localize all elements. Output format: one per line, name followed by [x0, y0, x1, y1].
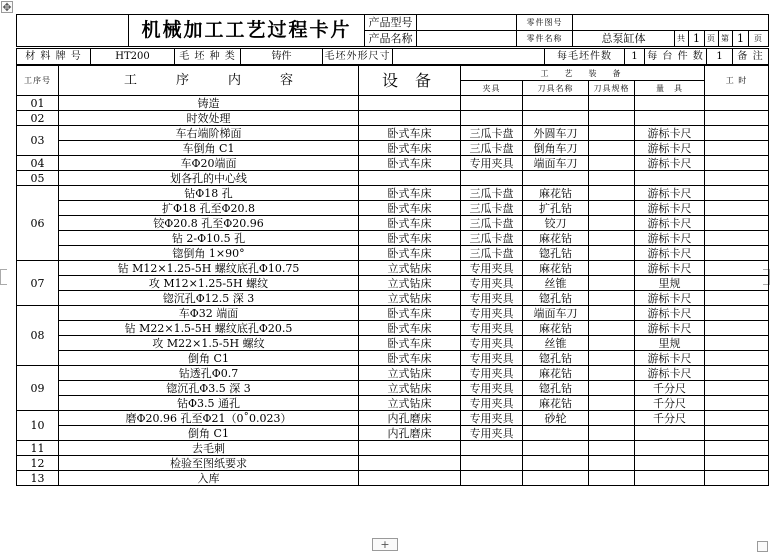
- table-row: [17, 141, 769, 156]
- tool-spec-cell[interactable]: [589, 366, 635, 381]
- table-row: [17, 381, 769, 396]
- page-unit2-label: 页: [749, 31, 769, 47]
- tool-spec-cell[interactable]: [589, 261, 635, 276]
- col-time: 工 时: [705, 66, 769, 96]
- left-margin-marker: [0, 269, 7, 285]
- fixture-cell[interactable]: 专用夹具: [461, 411, 523, 426]
- fixture-cell[interactable]: [461, 171, 523, 186]
- step-number[interactable]: 04: [17, 156, 59, 171]
- table-row: [17, 276, 769, 291]
- equipment-cell[interactable]: 卧式车床: [359, 321, 461, 336]
- process-content[interactable]: 车Φ20端面: [59, 156, 359, 171]
- tool-name-cell[interactable]: [523, 471, 589, 486]
- table-row: [17, 441, 769, 456]
- time-cell[interactable]: [705, 126, 769, 141]
- time-cell[interactable]: [705, 231, 769, 246]
- tool-name-cell[interactable]: [523, 96, 589, 111]
- equipment-cell[interactable]: 卧式车床: [359, 186, 461, 201]
- blank-size-value[interactable]: [393, 49, 545, 65]
- process-content[interactable]: 攻 M22×1.5-5H 螺纹: [59, 336, 359, 351]
- tool-spec-cell[interactable]: [589, 426, 635, 441]
- step-number[interactable]: 12: [17, 456, 59, 471]
- time-cell[interactable]: [705, 396, 769, 411]
- process-content[interactable]: 检验至图纸要求: [59, 456, 359, 471]
- tool-spec-cell[interactable]: [589, 291, 635, 306]
- time-cell[interactable]: [705, 276, 769, 291]
- process-content[interactable]: 钻透孔Φ0.7: [59, 366, 359, 381]
- tool-spec-cell[interactable]: [589, 456, 635, 471]
- process-content[interactable]: 车倒角 C1: [59, 141, 359, 156]
- tool-spec-cell[interactable]: [589, 351, 635, 366]
- tool-spec-cell[interactable]: [589, 381, 635, 396]
- table-row: [17, 351, 769, 366]
- time-cell[interactable]: [705, 471, 769, 486]
- col-tool-name: 刀具名称: [523, 81, 589, 96]
- equipment-cell[interactable]: 内孔磨床: [359, 426, 461, 441]
- product-name-value[interactable]: [417, 31, 517, 47]
- table-row: [17, 321, 769, 336]
- time-cell[interactable]: [705, 96, 769, 111]
- tool-spec-cell[interactable]: [589, 156, 635, 171]
- tool-spec-cell[interactable]: [589, 141, 635, 156]
- part-name-label: 零件名称: [517, 31, 573, 47]
- equipment-cell[interactable]: 卧式车床: [359, 156, 461, 171]
- part-no-label: 零件图号: [517, 15, 573, 31]
- table-row: [17, 306, 769, 321]
- fixture-cell[interactable]: [461, 456, 523, 471]
- fixture-cell[interactable]: 专用夹具: [461, 276, 523, 291]
- gauge-cell[interactable]: 游标卡尺: [635, 306, 705, 321]
- tool-spec-cell[interactable]: [589, 171, 635, 186]
- step-number[interactable]: 03: [17, 126, 59, 156]
- time-cell[interactable]: [705, 186, 769, 201]
- time-cell[interactable]: [705, 216, 769, 231]
- equipment-cell[interactable]: 立式钻床: [359, 396, 461, 411]
- equipment-cell[interactable]: [359, 441, 461, 456]
- per-machine-label: 每 台 件 数: [645, 49, 707, 65]
- tool-spec-cell[interactable]: [589, 441, 635, 456]
- total-pages-label: 共: [675, 31, 689, 47]
- tool-spec-cell[interactable]: [589, 276, 635, 291]
- fixture-cell[interactable]: [461, 96, 523, 111]
- table-row: [17, 126, 769, 141]
- tool-name-cell[interactable]: 丝锥: [523, 276, 589, 291]
- equipment-cell[interactable]: 卧式车床: [359, 216, 461, 231]
- material-info-table: [16, 48, 769, 65]
- tool-name-cell[interactable]: [523, 171, 589, 186]
- fixture-cell[interactable]: 三瓜卡盘: [461, 231, 523, 246]
- gauge-cell[interactable]: 里规: [635, 276, 705, 291]
- equipment-cell[interactable]: 立式钻床: [359, 366, 461, 381]
- table-row: [17, 411, 769, 426]
- blank-type-label: 毛 坯 种 类: [175, 49, 241, 65]
- gauge-cell[interactable]: 游标卡尺: [635, 291, 705, 306]
- table-row: [17, 156, 769, 171]
- material-value[interactable]: HT200: [91, 49, 175, 65]
- process-content[interactable]: 钻 M12×1.25-5H 螺纹底孔Φ10.75: [59, 261, 359, 276]
- tool-spec-cell[interactable]: [589, 246, 635, 261]
- step-number[interactable]: 13: [17, 471, 59, 486]
- process-content[interactable]: 锪沉孔Φ12.5 深 3: [59, 291, 359, 306]
- process-content[interactable]: 攻 M12×1.25-5H 螺纹: [59, 276, 359, 291]
- tool-name-cell[interactable]: 麻花钻: [523, 261, 589, 276]
- equipment-cell[interactable]: [359, 456, 461, 471]
- time-cell[interactable]: [705, 201, 769, 216]
- gauge-cell[interactable]: 游标卡尺: [635, 321, 705, 336]
- equipment-cell[interactable]: 卧式车床: [359, 126, 461, 141]
- gauge-cell[interactable]: [635, 441, 705, 456]
- table-row: [17, 456, 769, 471]
- gauge-cell[interactable]: 游标卡尺: [635, 366, 705, 381]
- time-cell[interactable]: [705, 261, 769, 276]
- table-row: [17, 336, 769, 351]
- time-cell[interactable]: [705, 291, 769, 306]
- blank-cell[interactable]: [17, 15, 129, 47]
- blank-type-value[interactable]: 铸件: [241, 49, 323, 65]
- tool-name-cell[interactable]: 麻花钻: [523, 186, 589, 201]
- fixture-cell[interactable]: 专用夹具: [461, 156, 523, 171]
- fixture-cell[interactable]: 专用夹具: [461, 396, 523, 411]
- process-content[interactable]: 扩Φ18 孔至Φ20.8: [59, 201, 359, 216]
- gauge-cell[interactable]: 游标卡尺: [635, 351, 705, 366]
- equipment-cell[interactable]: 卧式车床: [359, 351, 461, 366]
- table-row: [17, 216, 769, 231]
- fixture-cell[interactable]: 三瓜卡盘: [461, 216, 523, 231]
- time-cell[interactable]: [705, 171, 769, 186]
- table-resize-handle[interactable]: [757, 541, 768, 552]
- process-content[interactable]: 时效处理: [59, 111, 359, 126]
- blank-size-label: 毛坯外形尺寸: [323, 49, 393, 65]
- tool-name-cell[interactable]: 锪孔钻: [523, 291, 589, 306]
- equipment-cell[interactable]: 卧式车床: [359, 306, 461, 321]
- fixture-cell[interactable]: [461, 471, 523, 486]
- gauge-cell[interactable]: 游标卡尺: [635, 246, 705, 261]
- step-number[interactable]: 11: [17, 441, 59, 456]
- tool-spec-cell[interactable]: [589, 111, 635, 126]
- tool-spec-cell[interactable]: [589, 306, 635, 321]
- gauge-cell[interactable]: [635, 96, 705, 111]
- process-content[interactable]: 钻 2-Φ10.5 孔: [59, 231, 359, 246]
- table-row: [17, 261, 769, 276]
- process-content[interactable]: 倒角 C1: [59, 351, 359, 366]
- step-number[interactable]: 05: [17, 171, 59, 186]
- tool-name-cell[interactable]: 砂轮: [523, 411, 589, 426]
- gauge-cell[interactable]: 游标卡尺: [635, 156, 705, 171]
- fixture-cell[interactable]: [461, 111, 523, 126]
- col-gauge: 量 具: [635, 81, 705, 96]
- tool-name-cell[interactable]: [523, 111, 589, 126]
- equipment-cell[interactable]: [359, 171, 461, 186]
- gauge-cell[interactable]: 游标卡尺: [635, 261, 705, 276]
- process-content[interactable]: 倒角 C1: [59, 426, 359, 441]
- fixture-cell[interactable]: 专用夹具: [461, 321, 523, 336]
- fixture-cell[interactable]: 专用夹具: [461, 261, 523, 276]
- step-number[interactable]: 02: [17, 111, 59, 126]
- time-cell[interactable]: [705, 306, 769, 321]
- equipment-cell[interactable]: 立式钻床: [359, 291, 461, 306]
- fixture-cell[interactable]: 三瓜卡盘: [461, 246, 523, 261]
- total-pages-value[interactable]: 1: [689, 31, 705, 47]
- time-cell[interactable]: [705, 321, 769, 336]
- tool-name-cell[interactable]: 端面车刀: [523, 156, 589, 171]
- tool-name-cell[interactable]: [523, 456, 589, 471]
- time-cell[interactable]: [705, 381, 769, 396]
- col-tool-spec: 刀具规格: [589, 81, 635, 96]
- part-name-value[interactable]: 总泵缸体: [573, 31, 675, 47]
- equipment-cell[interactable]: 卧式车床: [359, 336, 461, 351]
- process-content[interactable]: 钻Φ18 孔: [59, 186, 359, 201]
- time-cell[interactable]: [705, 351, 769, 366]
- tool-spec-cell[interactable]: [589, 336, 635, 351]
- add-row-button[interactable]: +: [372, 538, 398, 551]
- col-equipment: 设 备: [359, 66, 461, 96]
- process-content[interactable]: 钻Φ3.5 通孔: [59, 396, 359, 411]
- blank-count-value[interactable]: 1: [625, 49, 645, 65]
- current-page-value[interactable]: 1: [733, 31, 749, 47]
- tool-name-cell[interactable]: 麻花钻: [523, 321, 589, 336]
- fixture-cell[interactable]: 专用夹具: [461, 291, 523, 306]
- tool-spec-cell[interactable]: [589, 186, 635, 201]
- tool-name-cell[interactable]: 外圆车刀: [523, 126, 589, 141]
- gauge-cell[interactable]: 里规: [635, 336, 705, 351]
- table-row: [17, 201, 769, 216]
- gauge-cell[interactable]: 千分尺: [635, 381, 705, 396]
- table-row: [17, 471, 769, 486]
- gauge-cell[interactable]: [635, 171, 705, 186]
- gauge-cell[interactable]: 千分尺: [635, 411, 705, 426]
- tool-name-cell[interactable]: [523, 426, 589, 441]
- equipment-cell[interactable]: 立式钻床: [359, 261, 461, 276]
- tool-spec-cell[interactable]: [589, 321, 635, 336]
- process-content[interactable]: 去毛刺: [59, 441, 359, 456]
- col-fixture: 夹具: [461, 81, 523, 96]
- step-number[interactable]: 01: [17, 96, 59, 111]
- tool-name-cell[interactable]: [523, 441, 589, 456]
- product-model-value[interactable]: [417, 15, 517, 31]
- table-row: [17, 231, 769, 246]
- process-content[interactable]: 车Φ32 端面: [59, 306, 359, 321]
- table-row: [17, 366, 769, 381]
- tool-name-cell[interactable]: 扩孔钻: [523, 201, 589, 216]
- equipment-cell[interactable]: 卧式车床: [359, 201, 461, 216]
- gauge-cell[interactable]: [635, 111, 705, 126]
- remark-label: 备 注: [733, 49, 769, 65]
- step-number[interactable]: 09: [17, 366, 59, 411]
- equipment-cell[interactable]: 卧式车床: [359, 246, 461, 261]
- gauge-cell[interactable]: [635, 471, 705, 486]
- gauge-cell[interactable]: 游标卡尺: [635, 126, 705, 141]
- time-cell[interactable]: [705, 411, 769, 426]
- table-row: [17, 396, 769, 411]
- gauge-cell[interactable]: 游标卡尺: [635, 186, 705, 201]
- tool-name-cell[interactable]: 锪孔钻: [523, 246, 589, 261]
- fixture-cell[interactable]: 专用夹具: [461, 306, 523, 321]
- product-name-label: 产品名称: [365, 31, 417, 47]
- time-cell[interactable]: [705, 366, 769, 381]
- fixture-cell[interactable]: 三瓜卡盘: [461, 186, 523, 201]
- current-page-label: 第: [719, 31, 733, 47]
- fixture-cell[interactable]: [461, 441, 523, 456]
- process-content[interactable]: 划各孔的中心线: [59, 171, 359, 186]
- tool-name-cell[interactable]: 麻花钻: [523, 366, 589, 381]
- fixture-cell[interactable]: 三瓜卡盘: [461, 201, 523, 216]
- equipment-cell[interactable]: 内孔磨床: [359, 411, 461, 426]
- tool-spec-cell[interactable]: [589, 231, 635, 246]
- process-table: [16, 65, 769, 486]
- table-move-handle[interactable]: ✥: [2, 1, 12, 14]
- equipment-cell[interactable]: 立式钻床: [359, 381, 461, 396]
- equipment-cell[interactable]: 立式钻床: [359, 276, 461, 291]
- fixture-cell[interactable]: 专用夹具: [461, 426, 523, 441]
- equipment-cell[interactable]: [359, 111, 461, 126]
- time-cell[interactable]: [705, 336, 769, 351]
- col-step-no: 工序号: [17, 66, 59, 96]
- part-no-value[interactable]: [573, 15, 769, 31]
- time-cell[interactable]: [705, 441, 769, 456]
- time-cell[interactable]: [705, 141, 769, 156]
- table-row: [17, 96, 769, 111]
- step-number[interactable]: 10: [17, 411, 59, 441]
- equipment-cell[interactable]: [359, 96, 461, 111]
- page-unit-label: 页: [705, 31, 719, 47]
- process-content[interactable]: 铸造: [59, 96, 359, 111]
- fixture-cell[interactable]: 专用夹具: [461, 336, 523, 351]
- tool-spec-cell[interactable]: [589, 201, 635, 216]
- process-content[interactable]: 入库: [59, 471, 359, 486]
- gauge-cell[interactable]: 游标卡尺: [635, 216, 705, 231]
- process-content[interactable]: 车右端阶梯面: [59, 126, 359, 141]
- tool-spec-cell[interactable]: [589, 126, 635, 141]
- gauge-cell[interactable]: 游标卡尺: [635, 201, 705, 216]
- time-cell[interactable]: [705, 426, 769, 441]
- blank-count-label: 每毛坯件数: [545, 49, 625, 65]
- tool-spec-cell[interactable]: [589, 396, 635, 411]
- card-title: 机械加工工艺过程卡片: [129, 15, 365, 47]
- gauge-cell[interactable]: [635, 426, 705, 441]
- tool-name-cell[interactable]: 锪孔钻: [523, 381, 589, 396]
- time-cell[interactable]: [705, 111, 769, 126]
- process-content[interactable]: 锪倒角 1×90°: [59, 246, 359, 261]
- step-number[interactable]: 06: [17, 186, 59, 261]
- gauge-cell[interactable]: 游标卡尺: [635, 231, 705, 246]
- material-label: 材 料 牌 号: [17, 49, 91, 65]
- gauge-cell[interactable]: 千分尺: [635, 396, 705, 411]
- tool-name-cell[interactable]: 锪孔钻: [523, 351, 589, 366]
- per-machine-value[interactable]: 1: [707, 49, 733, 65]
- col-content: 工 序 内 容: [59, 66, 359, 96]
- fixture-cell[interactable]: 专用夹具: [461, 381, 523, 396]
- tool-spec-cell[interactable]: [589, 471, 635, 486]
- tool-name-cell[interactable]: 铰刀: [523, 216, 589, 231]
- process-content[interactable]: 锪沉孔Φ3.5 深 3: [59, 381, 359, 396]
- step-number[interactable]: 07: [17, 261, 59, 306]
- tool-spec-cell[interactable]: [589, 216, 635, 231]
- table-row: [17, 246, 769, 261]
- time-cell[interactable]: [705, 246, 769, 261]
- equipment-cell[interactable]: 卧式车床: [359, 231, 461, 246]
- fixture-cell[interactable]: 三瓜卡盘: [461, 141, 523, 156]
- process-content[interactable]: 铰Φ20.8 孔至Φ20.96: [59, 216, 359, 231]
- gauge-cell[interactable]: 游标卡尺: [635, 141, 705, 156]
- time-cell[interactable]: [705, 156, 769, 171]
- card-header-table: [16, 14, 769, 47]
- fixture-cell[interactable]: 专用夹具: [461, 351, 523, 366]
- tool-name-cell[interactable]: 端面车刀: [523, 306, 589, 321]
- tool-spec-cell[interactable]: [589, 411, 635, 426]
- process-content[interactable]: 钻 M22×1.5-5H 螺纹底孔Φ20.5: [59, 321, 359, 336]
- fixture-cell[interactable]: 三瓜卡盘: [461, 126, 523, 141]
- table-row: [17, 291, 769, 306]
- tool-name-cell[interactable]: 麻花钻: [523, 396, 589, 411]
- fixture-cell[interactable]: 专用夹具: [461, 366, 523, 381]
- table-row: [17, 111, 769, 126]
- table-row: [17, 426, 769, 441]
- tool-spec-cell[interactable]: [589, 96, 635, 111]
- step-number[interactable]: 08: [17, 306, 59, 366]
- equipment-cell[interactable]: 卧式车床: [359, 141, 461, 156]
- product-model-label: 产品型号: [365, 15, 417, 31]
- tool-name-cell[interactable]: 丝锥: [523, 336, 589, 351]
- equipment-cell[interactable]: [359, 471, 461, 486]
- gauge-cell[interactable]: [635, 456, 705, 471]
- tool-name-cell[interactable]: 麻花钻: [523, 231, 589, 246]
- time-cell[interactable]: [705, 456, 769, 471]
- col-process-equipment: 工 艺 装 备: [461, 66, 705, 81]
- tool-name-cell[interactable]: 倒角车刀: [523, 141, 589, 156]
- table-row: [17, 171, 769, 186]
- process-content[interactable]: 磨Φ20.96 孔至Φ21（0˚0.023）: [59, 411, 359, 426]
- table-row: [17, 186, 769, 201]
